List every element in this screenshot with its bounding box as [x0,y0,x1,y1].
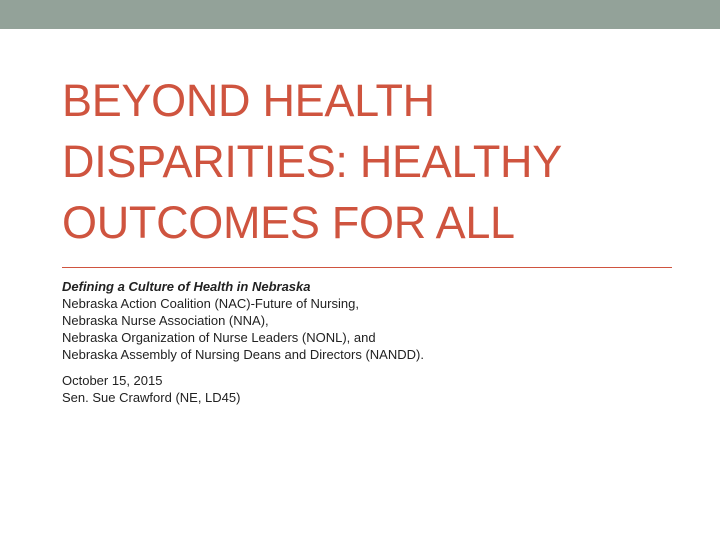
subtitle-heading: Defining a Culture of Health in Nebraska [62,279,311,294]
organization-line-3: Nebraska Organization of Nurse Leaders (NONL), and [62,330,376,345]
top-accent-bar [0,0,720,29]
organization-line-1: Nebraska Action Coalition (NAC)-Future of Nursing, [62,296,359,311]
presenter-name: Sen. Sue Crawford (NE, LD45) [62,390,241,405]
title-line-3: OUTCOMES FOR ALL [62,197,515,248]
subtitle-block [62,278,682,406]
presentation-date: October 15, 2015 [62,373,163,388]
date-presenter-block [62,372,682,406]
title-line-2: DISPARITIES: HEALTHY [62,136,562,187]
organization-line-2: Nebraska Nurse Association (NNA), [62,313,269,328]
title-line-1: BEYOND HEALTH [62,75,435,126]
title-divider [62,267,672,268]
organization-line-4: Nebraska Assembly of Nursing Deans and Directors (NANDD). [62,347,424,362]
slide-title [62,70,682,253]
